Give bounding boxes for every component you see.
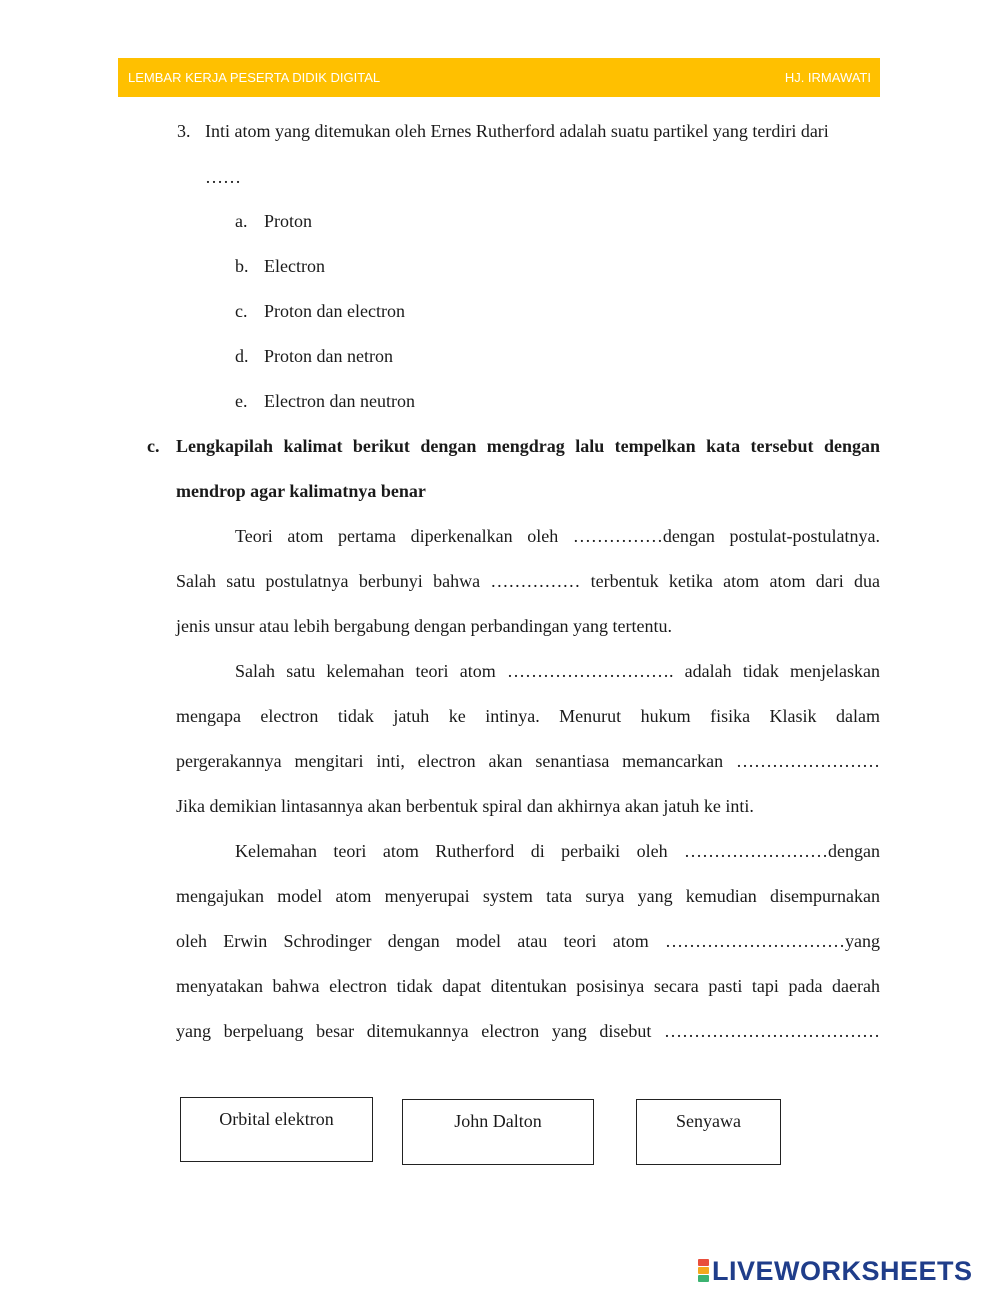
option-c[interactable]: Proton dan electron	[264, 301, 405, 321]
paragraph-line: Salah satu postulatnya berbunyi bahwa …………… terbentuk ketika atom atom dari dua	[176, 571, 880, 591]
question-number: 3.	[177, 121, 191, 141]
option-e[interactable]: Electron dan neutron	[264, 391, 415, 411]
logo-blocks-icon	[698, 1259, 709, 1283]
question-text-line2: ……	[205, 167, 241, 187]
header-title: LEMBAR KERJA PESERTA DIDIK DIGITAL	[128, 70, 381, 85]
logo-block	[698, 1267, 709, 1274]
section-label: c.	[147, 436, 160, 456]
header-bar	[118, 58, 880, 97]
question-text-line1: Inti atom yang ditemukan oleh Ernes Rutherford adalah suatu partikel yang terdiri dari	[205, 121, 829, 141]
paragraph-line: Jika demikian lintasannya akan berbentuk spiral dan akhirnya akan jatuh ke inti.	[176, 796, 754, 816]
option-letter: b.	[235, 256, 249, 276]
header-author: HJ. IRMAWATI	[784, 70, 871, 85]
option-letter: e.	[235, 391, 248, 411]
paragraph-line: mengapa electron tidak jatuh ke intinya. Menurut hukum fisika Klasik dalam	[176, 706, 880, 726]
drag-item-orbital-elektron[interactable]: Orbital elektron	[180, 1097, 373, 1162]
logo-block	[698, 1259, 709, 1266]
logo-block	[698, 1275, 709, 1282]
section-instruction-line1: Lengkapilah kalimat berikut dengan mengdrag lalu tempelkan kata tersebut dengan	[176, 436, 880, 456]
paragraph-line: Teori atom pertama diperkenalkan oleh ……………dengan postulat-postulatnya.	[235, 526, 880, 546]
option-a[interactable]: Proton	[264, 211, 313, 231]
paragraph-line: Salah satu kelemahan teori atom ………………………. adalah tidak menjelaskan	[235, 661, 880, 681]
section-instruction-line2: mendrop agar kalimatnya benar	[176, 481, 426, 501]
option-letter: d.	[235, 346, 249, 366]
paragraph-line: pergerakannya mengitari inti, electron akan senantiasa memancarkan ……………………	[176, 751, 880, 771]
option-b[interactable]: Electron	[264, 256, 325, 276]
paragraph-line: menyatakan bahwa electron tidak dapat ditentukan posisinya secara pasti tapi pada daerah	[176, 976, 880, 996]
paragraph-line: Kelemahan teori atom Rutherford di perbaiki oleh ……………………dengan	[235, 841, 880, 861]
option-letter: c.	[235, 301, 248, 321]
liveworksheets-logo	[698, 1256, 973, 1286]
paragraph-line: oleh Erwin Schrodinger dengan model atau teori atom …………………………yang	[176, 931, 880, 951]
paragraph-line: yang berpeluang besar ditemukannya electron yang disebut ………………………………	[176, 1021, 880, 1041]
paragraph-line: mengajukan model atom menyerupai system tata surya yang kemudian disempurnakan	[176, 886, 880, 906]
paragraph-line: jenis unsur atau lebih bergabung dengan perbandingan yang tertentu.	[176, 616, 673, 636]
option-letter: a.	[235, 211, 248, 231]
logo-wordmark: LIVEWORKSHEETS	[712, 1255, 973, 1286]
drag-item-john-dalton[interactable]: John Dalton	[402, 1099, 594, 1165]
option-d[interactable]: Proton dan netron	[264, 346, 393, 366]
drag-item-senyawa[interactable]: Senyawa	[636, 1099, 781, 1165]
